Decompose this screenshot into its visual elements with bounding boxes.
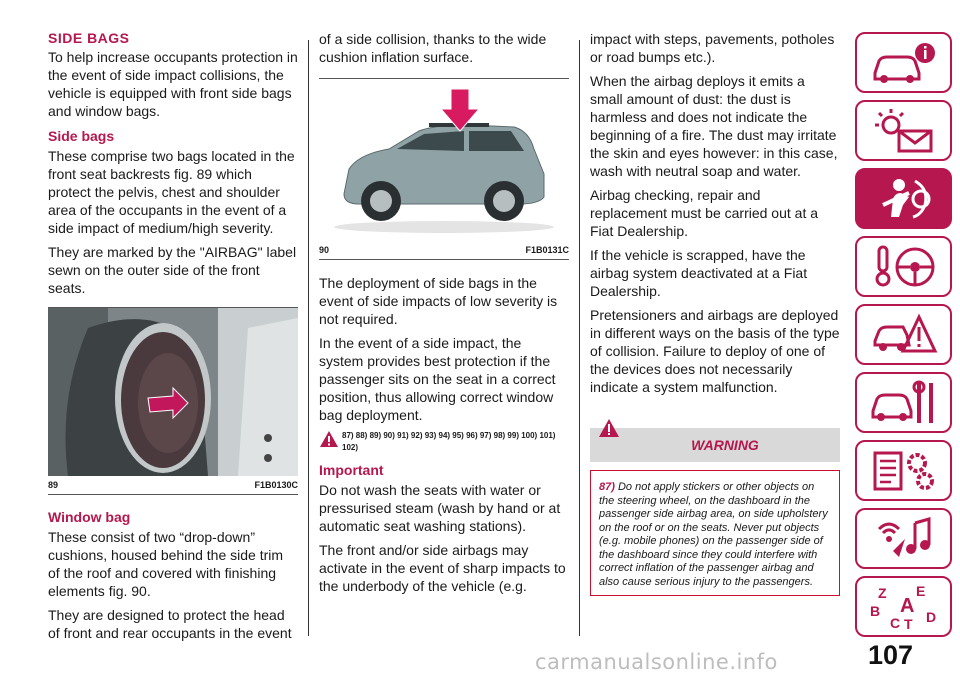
tab-index[interactable]: [855, 576, 952, 637]
steering-wheel-key-icon: [869, 243, 939, 291]
warning-text: [599, 481, 831, 589]
sidebags-paragraph-1: These comprise two bags located in the front seat backrests fig. 89 which protect the pelvis, chest and shoulder area of the occupants in the event of a side impact of medium/high severity.: [48, 148, 295, 236]
column-2: [319, 30, 569, 601]
tab-technical-data[interactable]: [855, 440, 952, 501]
deployment-paragraph: The deployment of side bags in the event of side impacts of low severity is not required.: [319, 275, 558, 327]
side-impact-paragraph: In the event of a side impact, the system provides best protection if the passenger sits on the seat in a correct position, thus allowing correct window bag deployment.: [319, 335, 556, 423]
seat-sidebag-image: [48, 308, 298, 476]
warning-body: Do not apply stickers or other objects on the steering wheel, on the dashboard in the passenger side airbag area, on side upholstery on the roof or on the seats. Never put objects (e.g. mobile phones) on the passenger side of the dashboard since they could interfere with correct inflation of the passenger airbag and also cause serious injury to the passengers.: [599, 481, 828, 588]
alphabet-index-icon: [864, 582, 944, 632]
multimedia-icon: [869, 515, 939, 563]
warning-number: 87): [599, 481, 615, 493]
car-info-icon: [869, 41, 939, 85]
figure-code: F1B0131C: [525, 245, 569, 255]
dust-paragraph: When the airbag deploys it emits a small amount of dust: the dust is harmless and does not indicate the beginning of a fire. The dust may irritate the skin and eyes however: in this case, wash with neutral soap and water.: [590, 73, 838, 179]
figure-89: [48, 307, 298, 495]
breakdown-triangle-icon: [869, 311, 939, 359]
page-number: 107: [868, 640, 914, 670]
sidebags-paragraph-2: They are marked by the "AIRBAG" label sewn on the outer side of the front seats.: [48, 244, 297, 296]
warning-title: WARNING: [691, 437, 759, 453]
index-letter: Z: [877, 584, 887, 601]
figure-89-caption: [48, 476, 298, 494]
car-service-tools-icon: [869, 379, 939, 427]
checking-paragraph: Airbag checking, repair and replacement must be carried out at a Fiat Dealership.: [590, 187, 819, 239]
window-bag-paragraph-1: These consist of two “drop-down” cushions, housed behind the side trim of the roof and covered with finishing elements fig. 90.: [48, 529, 284, 599]
warning-references: [319, 430, 569, 454]
important-paragraph-1: Do not wash the seats with water or pressurised steam (wash by hand or at automatic seat washing stations).: [319, 482, 561, 534]
continued-paragraph: impact with steps, pavements, potholes or road bumps etc.).: [590, 31, 835, 65]
airbag-seat-icon: [869, 175, 939, 223]
index-letter: T: [903, 615, 913, 632]
tab-warning-lights[interactable]: [855, 100, 952, 161]
references-text: 87) 88) 89) 90) 91) 92) 93) 94) 95) 96) 97) 98) 99) 100) 101) 102): [342, 431, 556, 452]
figure-90: [319, 78, 569, 260]
figure-number: 89: [48, 480, 59, 490]
tab-multimedia[interactable]: [855, 508, 952, 569]
watermark: carmanualsonline.info: [535, 650, 778, 674]
section-heading: SIDE BAGS: [48, 30, 130, 46]
tab-starting-driving[interactable]: [855, 236, 952, 297]
important-paragraph-2: The front and/or side airbags may activate in the event of sharp impacts to the underbody of the vehicle (e.g.: [319, 542, 566, 594]
column-3: [590, 30, 840, 596]
figure-code: F1B0130C: [254, 480, 298, 490]
warning-triangle-icon: [319, 430, 339, 448]
scrapped-paragraph: If the vehicle is scrapped, have the airbag system deactivated at a Fiat Dealership.: [590, 247, 808, 299]
tab-emergency[interactable]: [855, 304, 952, 365]
warning-lights-icon: [869, 107, 939, 155]
important-heading: Important: [319, 462, 384, 478]
window-bag-heading: Window bag: [48, 509, 131, 525]
column-divider: [308, 40, 309, 636]
pretensioners-paragraph: Pretensioners and airbags are deployed in different ways on the basis of the type of collision. Failure to deploy of one of the devices does not necessarily indicate a system malfunction.: [590, 307, 840, 395]
index-letter: E: [915, 582, 925, 599]
column-1: [48, 30, 298, 648]
continued-paragraph: of a side collision, thanks to the wide cushion inflation surface.: [319, 31, 547, 65]
tab-safety[interactable]: [855, 168, 952, 229]
car-window-bag-image: [319, 79, 569, 241]
specs-gears-icon: [869, 447, 939, 495]
index-letter: C: [889, 614, 900, 631]
warning-header: [590, 428, 840, 462]
figure-90-caption: [319, 241, 569, 259]
tab-car-info[interactable]: [855, 32, 952, 93]
window-bag-paragraph-2: They are designed to protect the head of front and rear occupants in the event: [48, 607, 292, 641]
warning-box: [590, 470, 840, 596]
index-letter: A: [899, 594, 914, 617]
warning-triangle-icon: [598, 418, 620, 438]
tab-servicing[interactable]: [855, 372, 952, 433]
column-divider: [579, 40, 580, 636]
index-letter: D: [925, 608, 936, 625]
sidebags-heading: Side bags: [48, 128, 115, 144]
index-letter: B: [869, 602, 880, 619]
figure-number: 90: [319, 245, 330, 255]
intro-paragraph: To help increase occupants protection in the event of side impact collisions, the vehicle is equipped with front side bags and window bags.: [48, 49, 298, 119]
